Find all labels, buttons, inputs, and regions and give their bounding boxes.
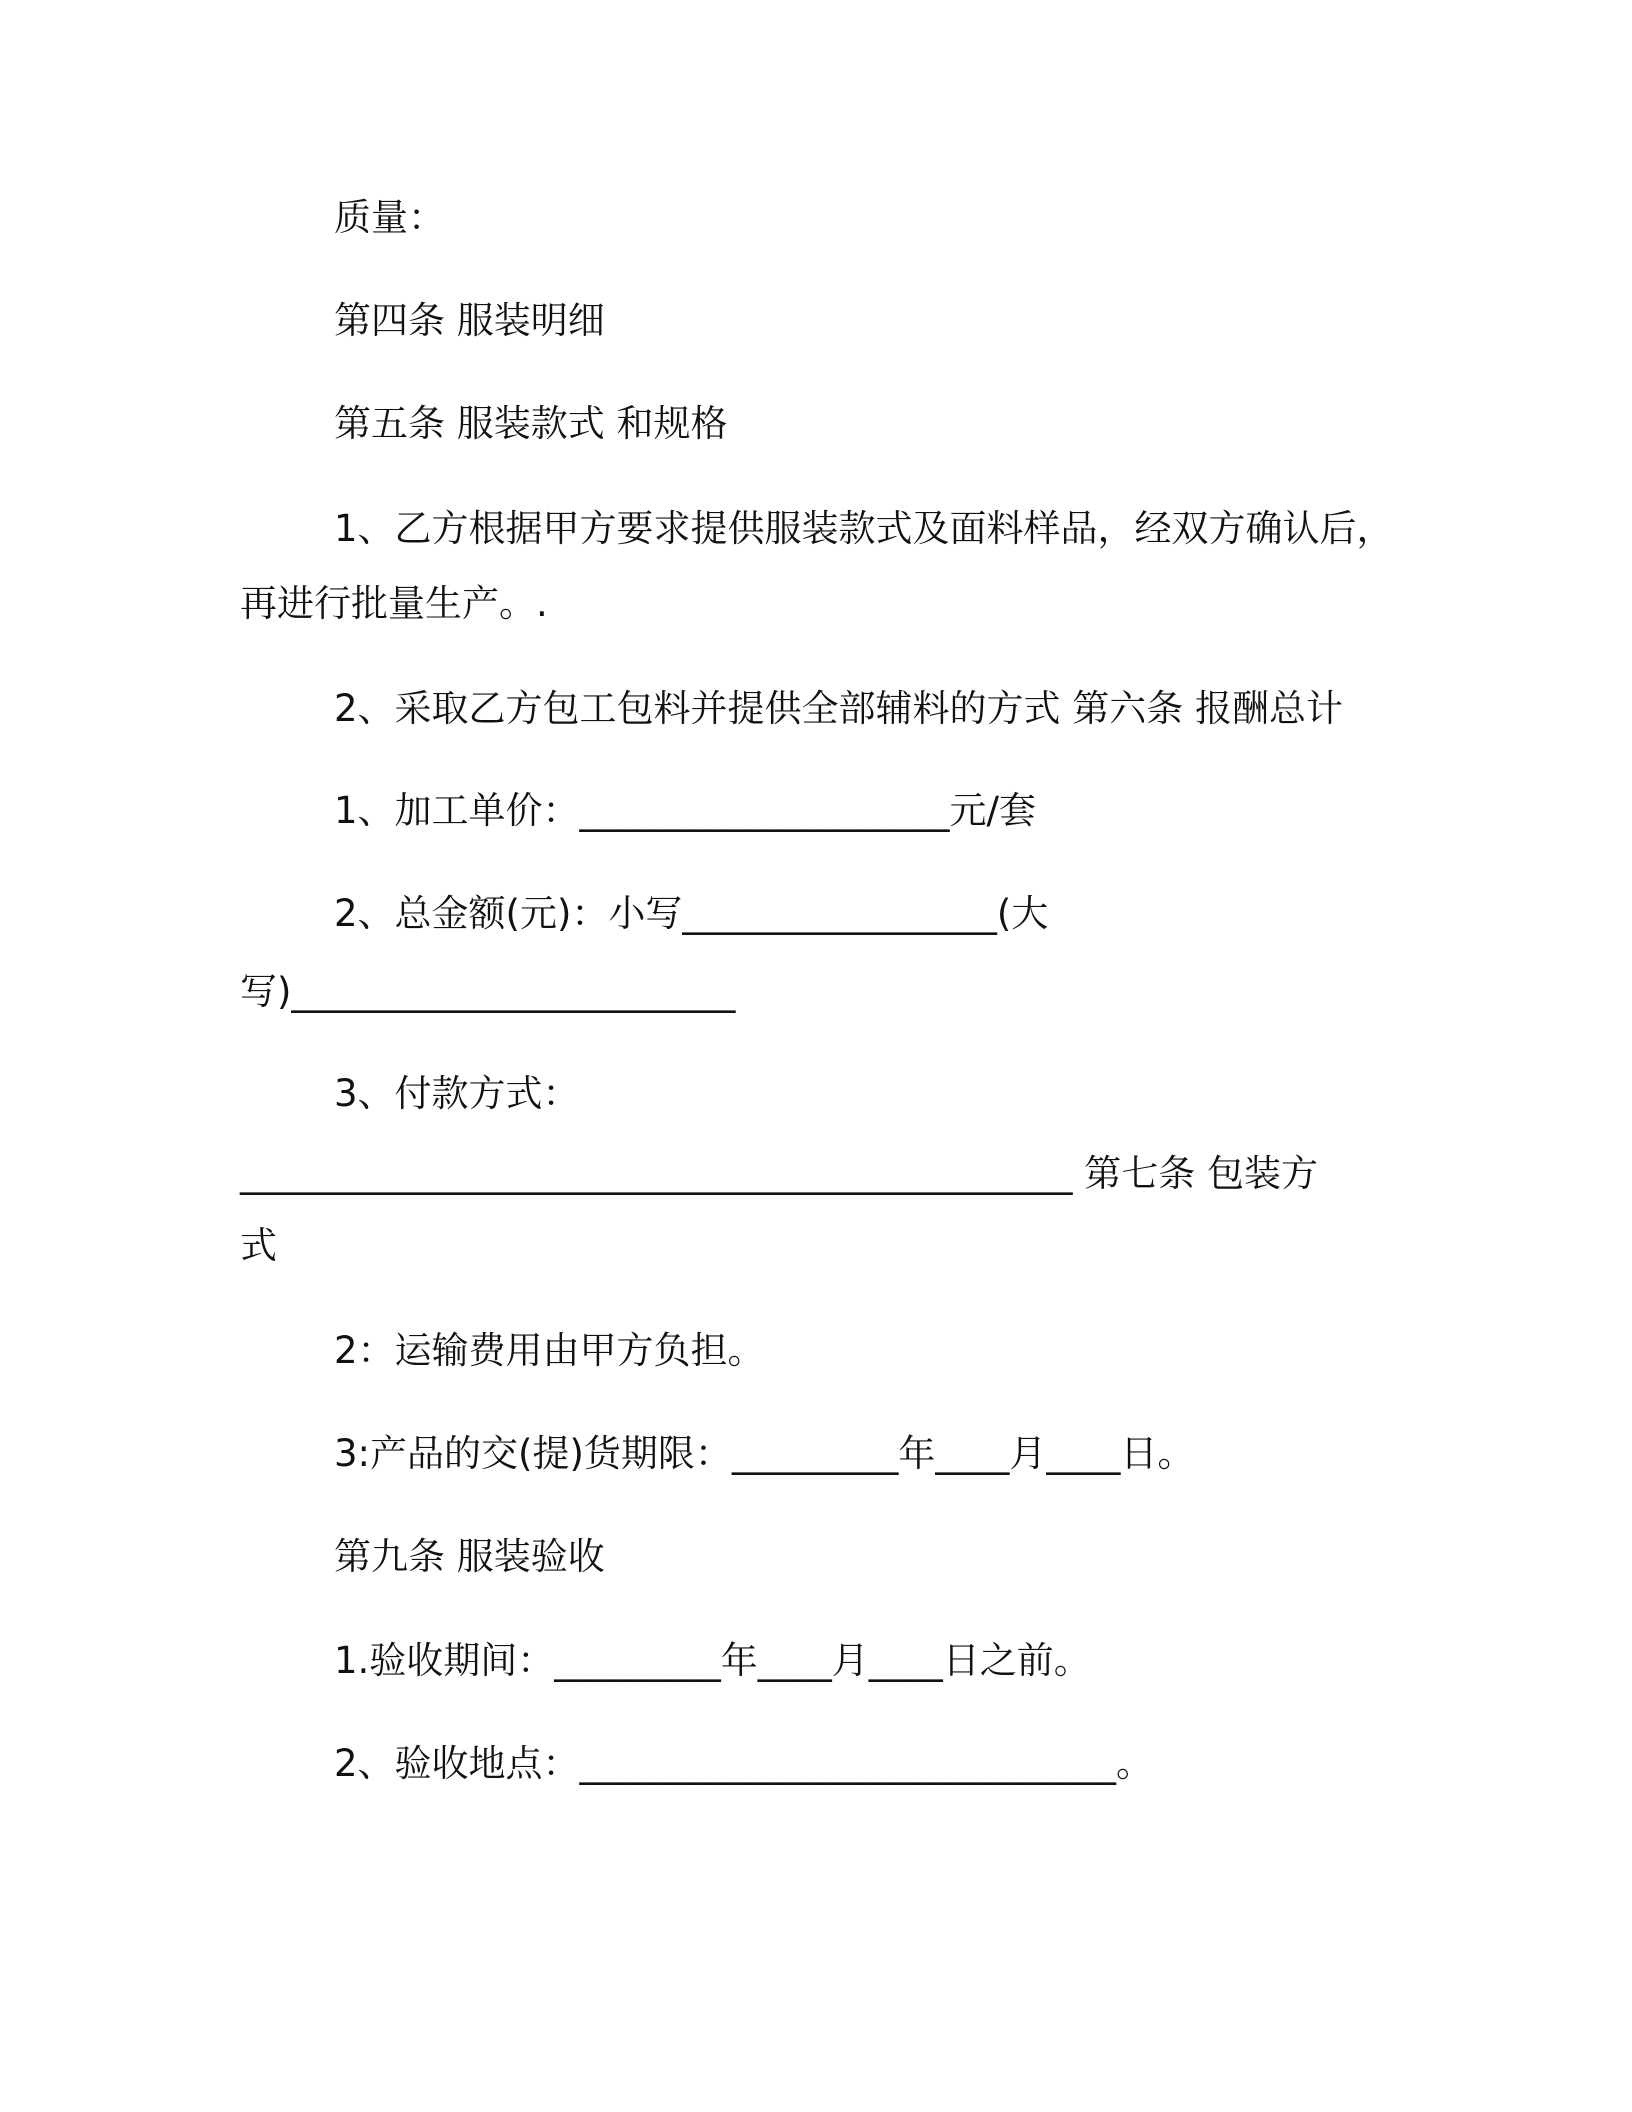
article-5-clause-1: 1、乙方根据甲方要求提供服装款式及面料样品，经双方确认后，	[334, 507, 1394, 550]
article-7-line: _____________________________________________ 第七条 包装方	[240, 1152, 1319, 1195]
article-5-clause-2: 2、采取乙方包工包料并提供全部辅料的方式 第六条 报酬总计	[334, 687, 1344, 730]
inspection-location-line: 2、验收地点：_____________________________。	[334, 1742, 1154, 1785]
article-7-line-cont: 式	[240, 1224, 277, 1267]
quality-line: 质量：	[334, 196, 445, 239]
article-4-heading: 第四条 服装明细	[334, 299, 605, 342]
inspection-period-line: 1.验收期间：_________年____月____日之前。	[334, 1639, 1091, 1682]
unit-price-line: 1、加工单价：____________________元/套	[334, 789, 1037, 832]
total-amount-line: 2、总金额(元)：小写_________________(大	[334, 892, 1049, 935]
article-5-heading: 第五条 服装款式 和规格	[334, 402, 728, 445]
delivery-deadline-line: 3:产品的交(提)货期限：_________年____月____日。	[334, 1432, 1195, 1475]
transport-fee-line: 2：运输费用由甲方负担。	[334, 1329, 765, 1372]
article-5-clause-1-cont: 再进行批量生产。.	[240, 582, 548, 625]
payment-method-line: 3、付款方式：	[334, 1072, 580, 1115]
article-9-heading: 第九条 服装验收	[334, 1535, 605, 1578]
total-amount-uppercase-line: 写)________________________	[240, 970, 736, 1013]
